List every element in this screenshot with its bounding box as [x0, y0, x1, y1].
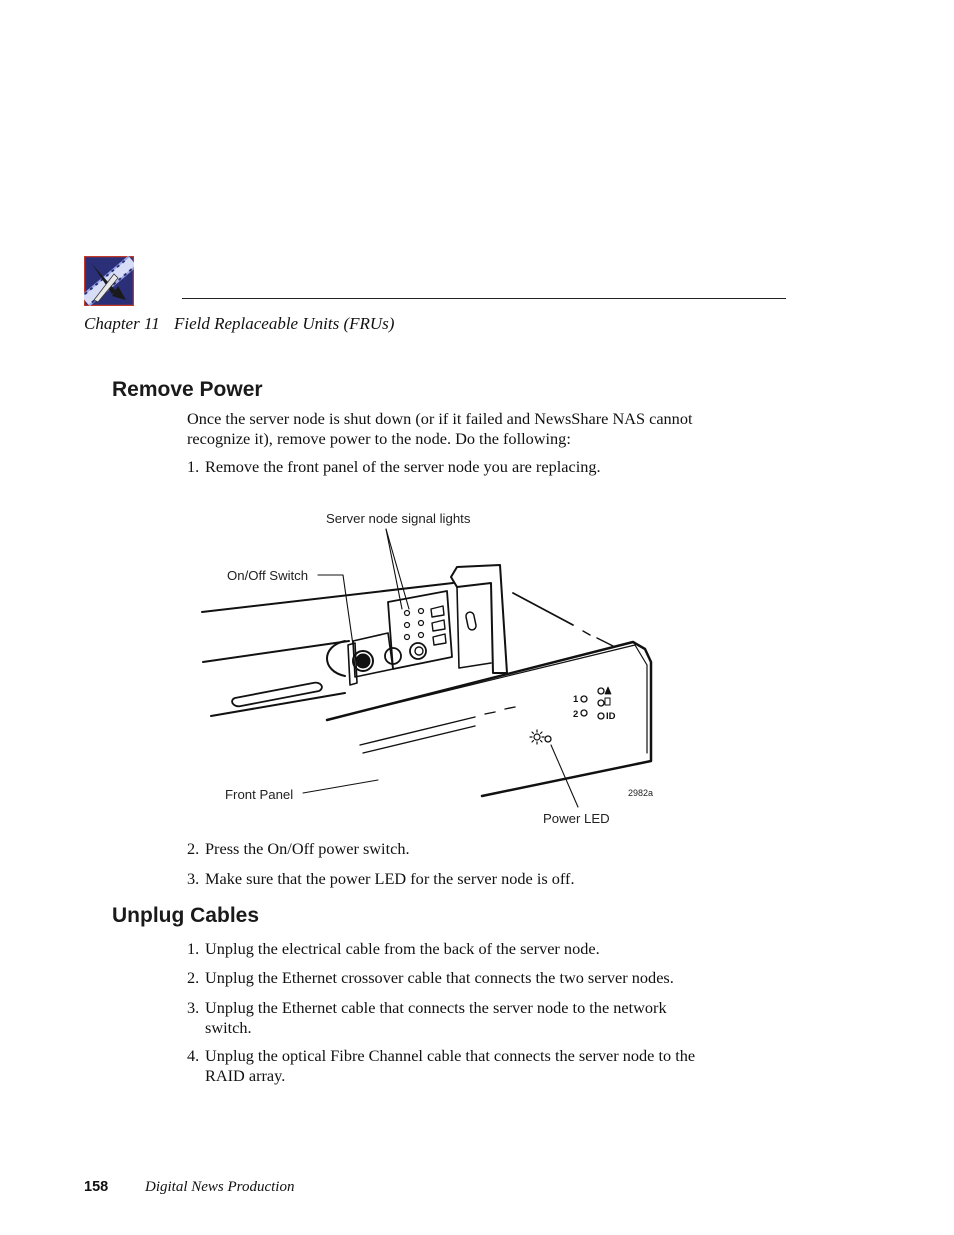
step-text: Press the On/Off power switch.: [205, 839, 410, 858]
step-text: Make sure that the power LED for the server node is off.: [205, 869, 575, 888]
chapter-number: Chapter 11: [84, 314, 160, 333]
unplug-step-1: [187, 939, 765, 959]
intro-line-2: recognize it), remove power to the node. Do the following:: [187, 428, 571, 448]
server-node-figure: [195, 505, 665, 830]
unplug-step-3: [187, 998, 765, 1037]
step-text: Remove the front panel of the server node you are replacing.: [205, 457, 601, 476]
header-rule: [182, 298, 786, 299]
step-text: Unplug the electrical cable from the back of the server node.: [205, 939, 600, 958]
step-text: Unplug the Ethernet crossover cable that connects the two server nodes.: [205, 968, 674, 987]
unplug-cables-heading: Unplug Cables: [112, 904, 260, 927]
unplug-step-2: [187, 968, 765, 988]
step-number: 4.: [187, 1046, 200, 1065]
panel-indicator-id: ID: [606, 711, 616, 722]
figure-code: 2982a: [628, 788, 654, 798]
step-number: 3.: [187, 869, 200, 888]
chapter-header: [84, 314, 394, 334]
intro-line-1: Once the server node is shut down (or if it failed and NewsShare NAS cannot: [187, 409, 693, 428]
product-logo: [84, 256, 134, 306]
step-number: 1.: [187, 939, 200, 958]
logo-graphic: [84, 256, 134, 306]
label-front-panel: Front Panel: [225, 787, 294, 802]
server-node-illustration: [195, 505, 665, 830]
label-power-led: Power LED: [543, 811, 610, 826]
unplug-step-4: [187, 1046, 765, 1085]
step-text: Unplug the optical Fibre Channel cable that connects the server node to the: [205, 1046, 696, 1065]
panel-indicator-2: 2: [573, 709, 579, 720]
panel-indicator-1: 1: [573, 694, 579, 705]
page-number: 158: [84, 1179, 109, 1195]
remove-power-intro: [187, 409, 747, 448]
remove-power-step-2: [187, 839, 765, 859]
label-signal-lights: Server node signal lights: [326, 511, 471, 526]
step-text: Unplug the Ethernet cable that connects the server node to the network: [205, 998, 667, 1017]
step-text-continued: RAID array.: [205, 1065, 286, 1085]
step-number: 1.: [187, 457, 200, 476]
chapter-title: Field Replaceable Units (FRUs): [173, 314, 395, 333]
remove-power-heading: Remove Power: [112, 378, 263, 401]
remove-power-step-3: [187, 869, 765, 889]
step-number: 2.: [187, 968, 200, 987]
step-number: 3.: [187, 998, 200, 1017]
step-number: 2.: [187, 839, 200, 858]
remove-power-step-1: [187, 457, 765, 477]
step-text-continued: switch.: [205, 1017, 252, 1037]
footer-book-title: Digital News Production: [145, 1179, 295, 1195]
label-onoff-switch: On/Off Switch: [227, 568, 309, 583]
